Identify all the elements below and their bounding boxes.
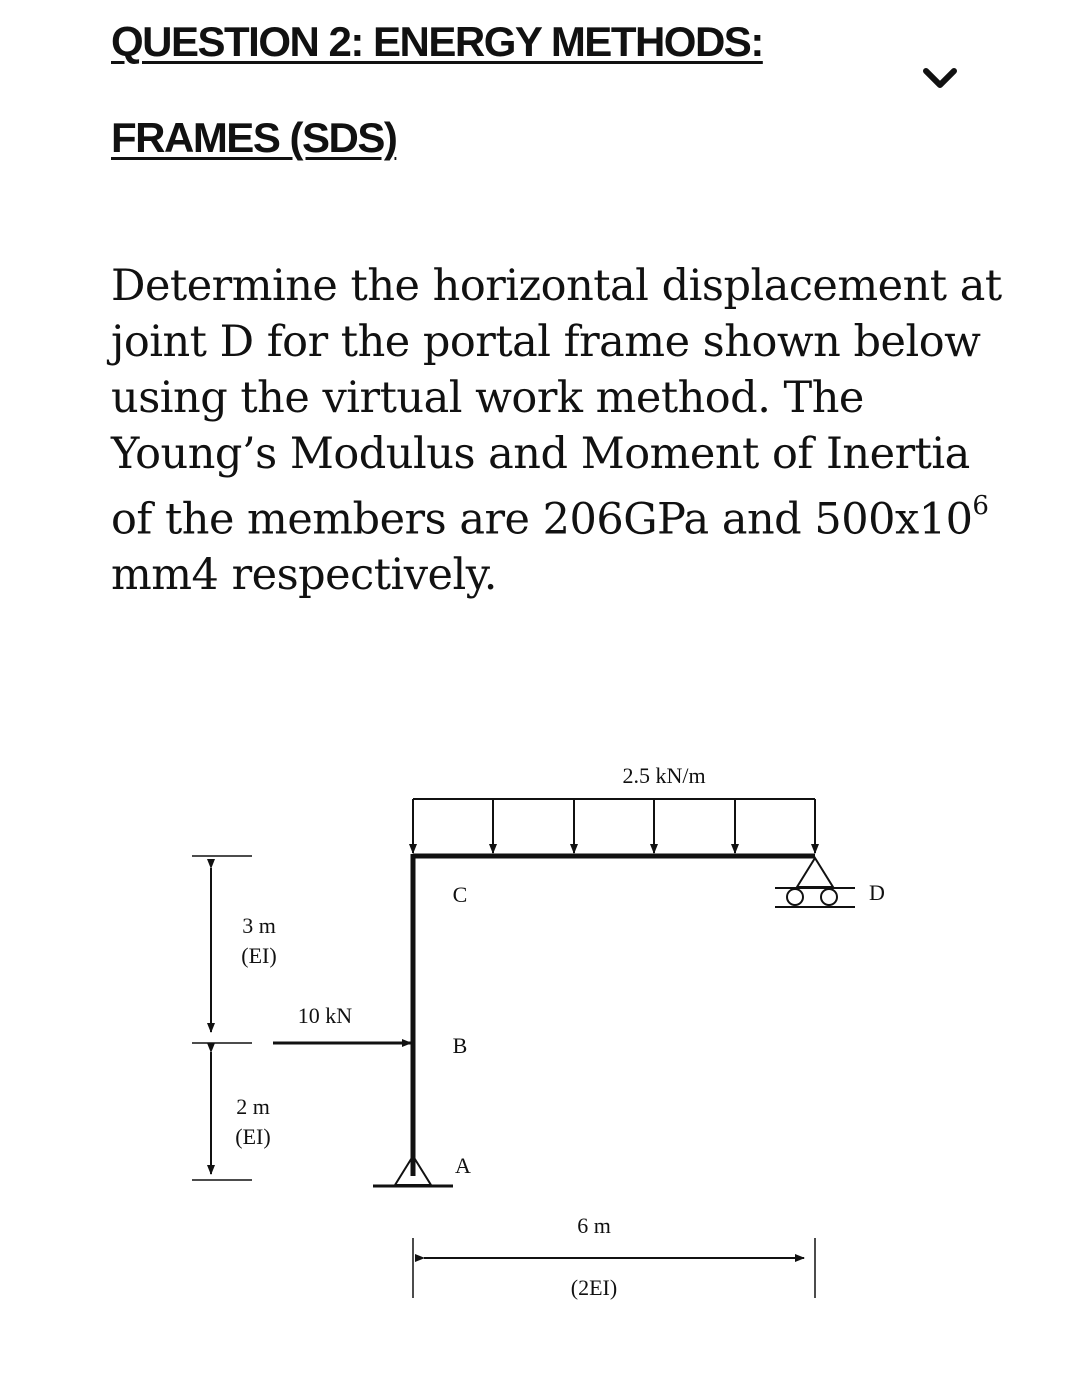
portal-frame-diagram bbox=[0, 740, 1080, 1320]
upper-segment-length: 3 m bbox=[242, 913, 276, 938]
lower-segment-length: 2 m bbox=[236, 1094, 270, 1119]
distributed-load bbox=[413, 799, 815, 853]
beam-stiffness: (2EI) bbox=[570, 1275, 618, 1300]
joint-label-a: A bbox=[455, 1153, 471, 1178]
chevron-down-icon[interactable] bbox=[920, 64, 960, 94]
upper-segment-stiffness: (EI) bbox=[241, 943, 277, 968]
point-load-label: 10 kN bbox=[297, 1003, 353, 1028]
joint-label-c: C bbox=[452, 882, 468, 907]
joint-label-b: B bbox=[452, 1033, 468, 1058]
question-text bbox=[111, 258, 1011, 603]
question-text-part1: Determine the horizontal displacement at joint D for the portal frame shown below using the virtual work method. The Young’s Modulus and Moment of Inertia of the members are 206GPa and 500x10 bbox=[111, 261, 1002, 545]
beam-length: 6 m bbox=[577, 1213, 611, 1238]
joint-label-d: D bbox=[869, 880, 885, 905]
question-text-part2: mm4 respectively. bbox=[111, 550, 497, 601]
roller-support-d bbox=[775, 858, 855, 907]
distributed-load-label: 2.5 kN/m bbox=[622, 763, 706, 788]
exponent: 6 bbox=[972, 491, 989, 521]
lower-segment-stiffness: (EI) bbox=[235, 1124, 271, 1149]
question-subheading: FRAMES (SDS) bbox=[111, 114, 397, 161]
question-heading: QUESTION 2: ENERGY METHODS: bbox=[111, 18, 763, 65]
